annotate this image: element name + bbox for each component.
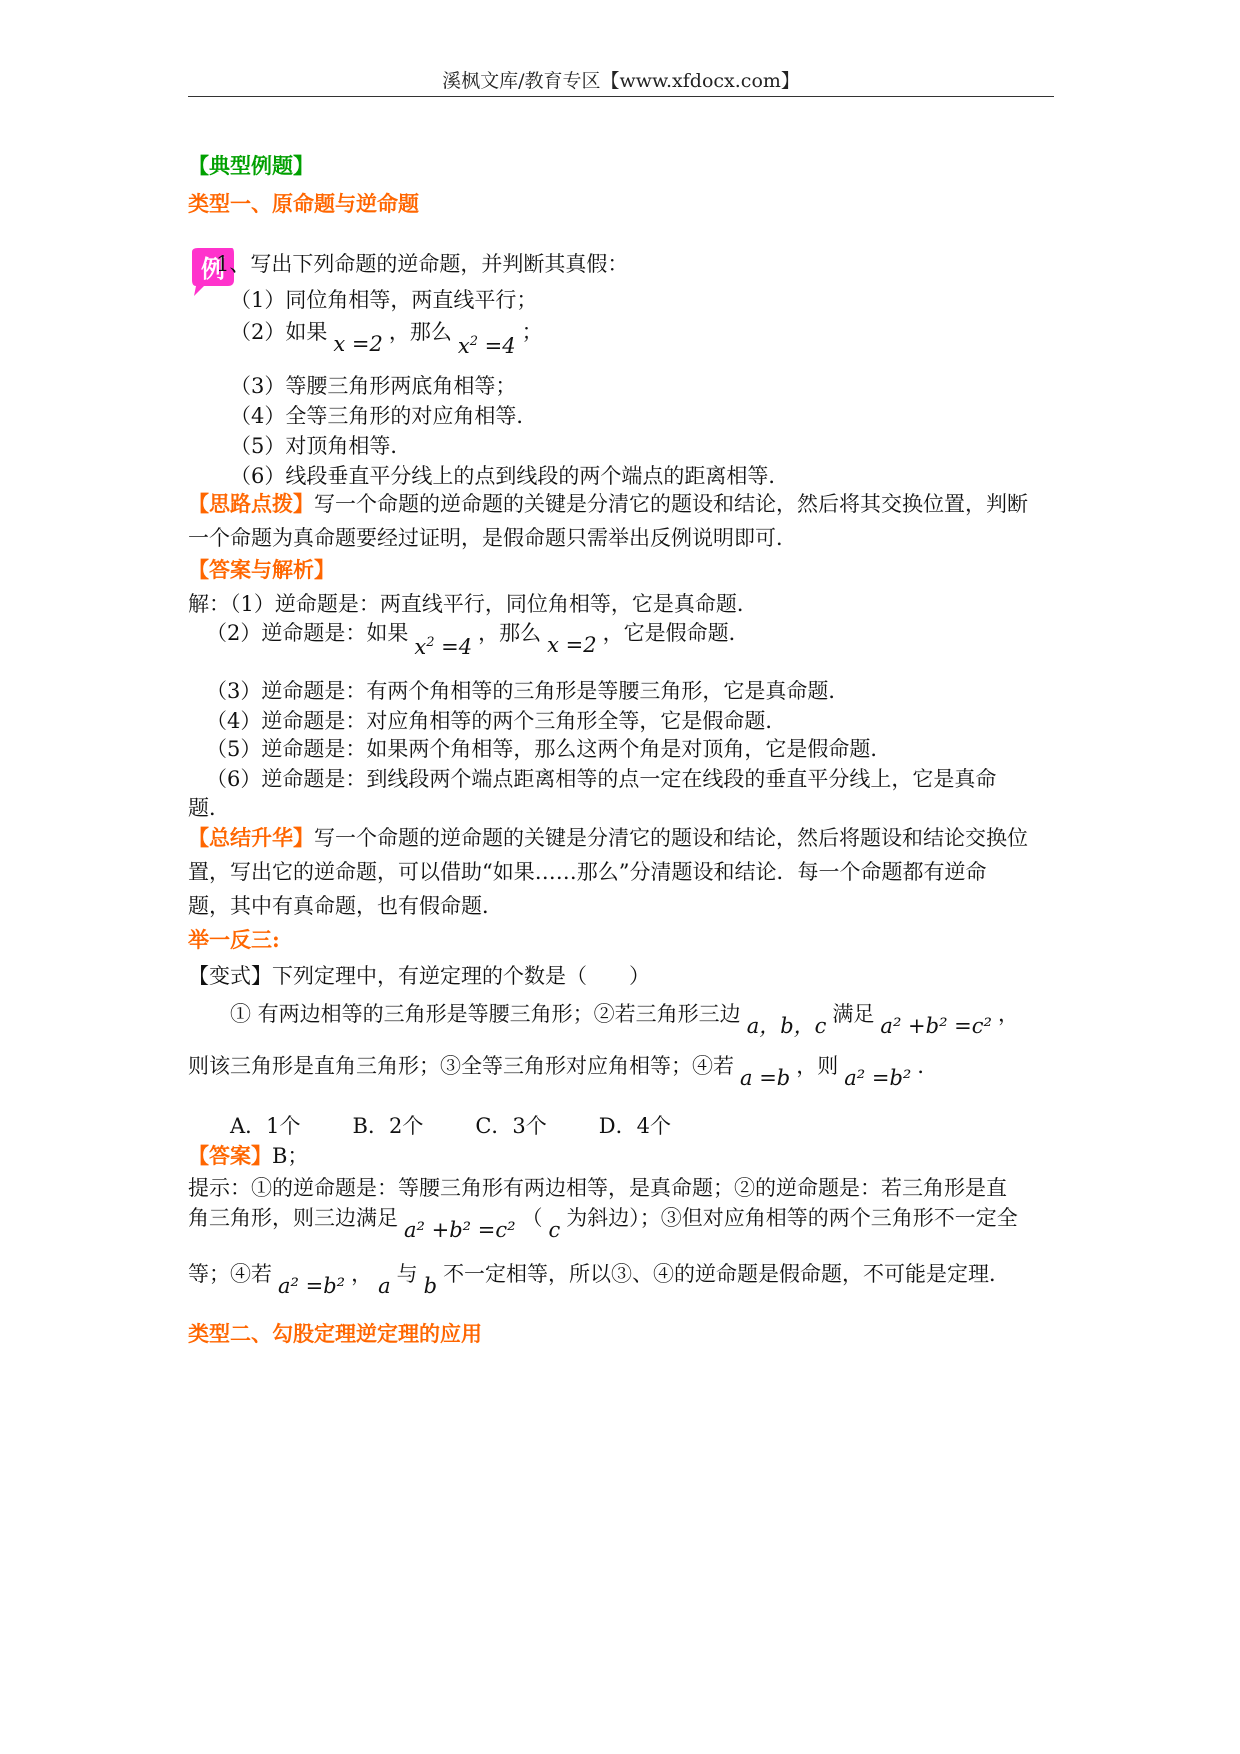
- badge-label: 例: [201, 255, 225, 283]
- option-b: B．2个: [352, 1114, 424, 1138]
- math-abc: a，b，c: [746, 1014, 827, 1038]
- var-answer-line: 【答案】B；: [188, 1143, 309, 1168]
- math-c: c: [548, 1218, 561, 1242]
- answer-label: 【答案与解析】: [188, 557, 335, 582]
- q1-item-3: （3）等腰三角形两底角相等；: [230, 374, 517, 398]
- variant-options: [230, 1110, 723, 1140]
- answer-line-1: 解：（1）逆命题是：两直线平行，同位角相等，它是真命题．: [188, 592, 758, 616]
- option-d: D．4个: [598, 1114, 671, 1138]
- variant-line-1: ① 有两边相等的三角形是等腰三角形；②若三角形三边 a，b，c 满足 a² +b² =c² ，: [230, 1002, 1019, 1038]
- math-pythagoras-2: a² +b² =c²: [404, 1218, 516, 1242]
- hint-line-2: 一个命题为真命题要经过证明，是假命题只需举出反例说明即可．: [188, 526, 797, 550]
- q1-item-5: （5）对顶角相等．: [230, 434, 412, 458]
- answer-line-4: （4）逆命题是：对应角相等的两个三角形全等，它是假命题．: [206, 709, 787, 733]
- math-a: a: [378, 1274, 391, 1298]
- summary-line-3: 题，其中有真命题，也有假命题．: [188, 894, 503, 918]
- q1-item-6: （6）线段垂直平分线上的点到线段的两个端点的距离相等．: [230, 464, 790, 488]
- q1-item-2: （2）如果 x =2 ，那么$x^2 =4$；: [230, 320, 543, 358]
- header-rule: [188, 96, 1054, 97]
- summary-label: 【总结升华】: [188, 825, 314, 850]
- answer-line-3: （3）逆命题是：有两个角相等的三角形是等腰三角形，它是真命题．: [206, 679, 850, 703]
- hint-line-1: 【思路点拨】写一个命题的逆命题的关键是分清它的题设和结论，然后将其交换位置，判断: [188, 491, 1028, 516]
- var-answer-label: 【答案】: [188, 1143, 272, 1168]
- math-pythagoras: a² +b² =c²: [880, 1014, 992, 1038]
- math-x-eq-2: x =2: [333, 332, 383, 356]
- q1-item-4: （4）全等三角形的对应角相等．: [230, 404, 538, 428]
- option-c: C．3个: [475, 1114, 547, 1138]
- math-a2-eq-b2-2: a² =b²: [278, 1274, 346, 1298]
- var-hint-line-1: 提示：①的逆命题是：等腰三角形有两边相等，是真命题；②的逆命题是：若三角形是直: [188, 1176, 1007, 1200]
- math-a-eq-b: a =b: [740, 1066, 791, 1090]
- hint-label: 【思路点拨】: [188, 491, 314, 516]
- practice-title: 举一反三:: [188, 927, 280, 952]
- answer-line-6: （6）逆命题是：到线段两个端点距离相等的点一定在线段的垂直平分线上，它是真命: [206, 767, 997, 791]
- math-b: b: [423, 1274, 438, 1298]
- var-hint-line-3: 等；④若 a² =b² ， a 与 b 不一定相等，所以③、④的逆命题是假命题，不可能是定理．: [188, 1262, 1011, 1298]
- variant-stem: 【变式】下列定理中，有逆定理的个数是（ ）: [188, 964, 650, 988]
- q1-item-1: （1）同位角相等，两直线平行；: [230, 288, 538, 312]
- var-hint-line-2: 角三角形，则三边满足 a² +b² =c² （ c 为斜边）；③但对应角相等的两个三角形不一定全: [188, 1206, 1018, 1242]
- answer-line-5: （5）逆命题是：如果两个角相等，那么这两个角是对顶角，它是假命题．: [206, 737, 892, 761]
- option-a: A．1个: [230, 1114, 301, 1138]
- answer-line-6b: 题．: [188, 796, 230, 820]
- math-x-sq-eq-4: $x^2 =4$: [457, 334, 516, 358]
- q1-stem: 1、写出下列命题的逆命题，并判断其真假：: [216, 252, 629, 276]
- type1-title: 类型一、原命题与逆命题: [188, 191, 419, 216]
- math-x-sq-eq-4-ans: $x^2 =4$: [414, 635, 473, 659]
- variant-line-2: 则该三角形是直角三角形；③全等三角形对应角相等；④若 a =b ，则 a² =b² ．: [188, 1054, 939, 1090]
- type2-title: 类型二、勾股定理逆定理的应用: [188, 1321, 482, 1346]
- summary-line-1: 【总结升华】写一个命题的逆命题的关键是分清它的题设和结论，然后将题设和结论交换位: [188, 825, 1028, 850]
- page-header: 溪枫文库/教育专区【www.xfdocx.com】: [442, 70, 800, 92]
- section-title: 【典型例题】: [188, 153, 314, 178]
- math-x-eq-2-ans: x =2: [547, 633, 597, 657]
- math-a2-eq-b2: a² =b²: [844, 1066, 912, 1090]
- summary-line-2: 置，写出它的逆命题，可以借助“如果……那么”分清题设和结论．每一个命题都有逆命: [188, 860, 987, 884]
- answer-line-2: （2）逆命题是：如果$x^2 =4$，那么 x =2 ，它是假命题．: [206, 621, 750, 659]
